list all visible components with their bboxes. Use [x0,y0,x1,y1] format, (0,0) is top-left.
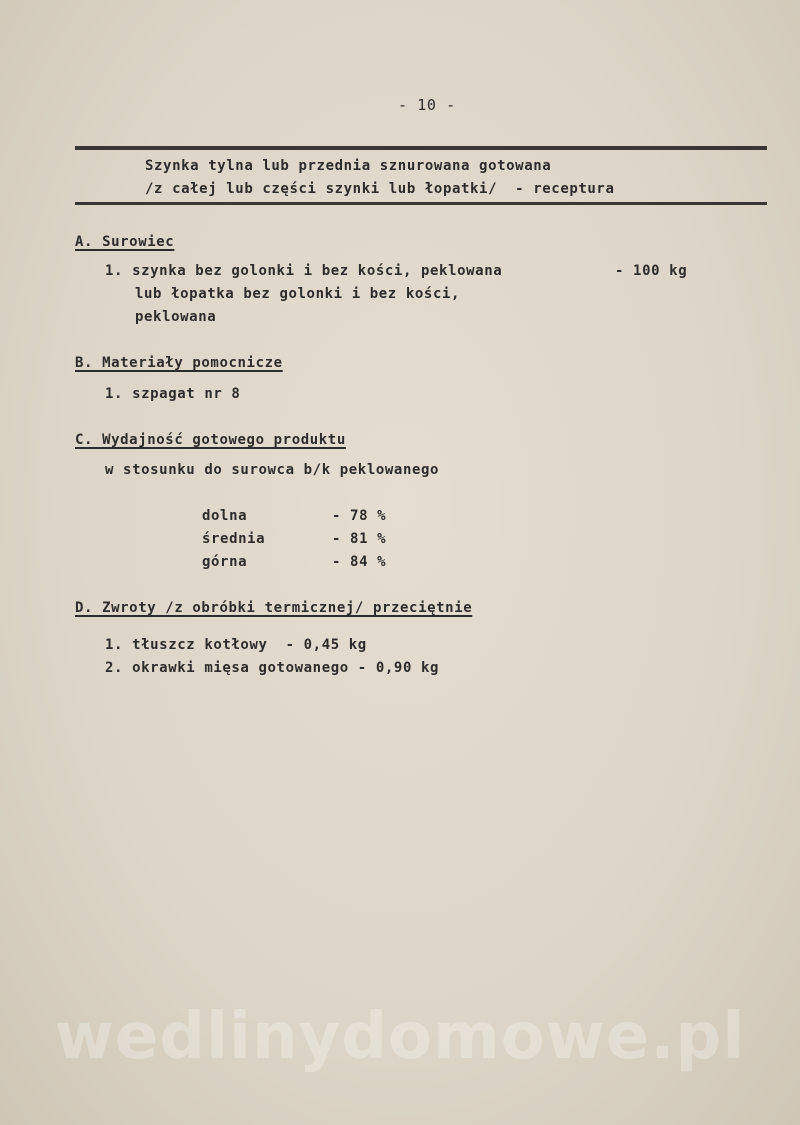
title-line-1: Szynka tylna lub przednia sznurowana gotowana [145,158,552,174]
yield-value-low: - 78 % [332,508,387,524]
page-number: - 10 - [398,96,456,114]
yield-value-mid: - 81 % [332,531,387,547]
yield-label-mid: średnia [202,531,266,547]
section-b-item-1: 1. szpagat nr 8 [105,386,241,402]
yield-label-high: górna [202,554,248,570]
title-bottom-rule [75,202,767,205]
section-d-item-1: 1. tłuszcz kotłowy - 0,45 kg [105,637,367,653]
yield-label-low: dolna [202,508,248,524]
section-a-item-1-line-3: peklowana [135,309,217,325]
section-a-item-1-line-1: 1. szynka bez golonki i bez kości, peklowana [105,263,503,279]
section-d-heading: D. Zwroty /z obróbki termicznej/ przeciętnie [75,600,473,616]
watermark-diagonal [120,500,629,1009]
section-a-item-1-line-2: lub łopatka bez golonki i bez kości, [135,286,461,302]
section-b-heading: B. Materiały pomocnicze [75,355,283,371]
title-top-rule [75,146,767,150]
section-a-heading: A. Surowiec [75,234,175,250]
yield-value-high: - 84 % [332,554,387,570]
section-c-intro: w stosunku do surowca b/k peklowanego [105,462,440,478]
section-a-item-1-amount: - 100 kg [615,263,688,279]
watermark-text: wedlinydomowe.pl [54,1000,746,1074]
section-c-heading: C. Wydajność gotowego produktu [75,432,346,448]
section-d-item-2: 2. okrawki mięsa gotowanego - 0,90 kg [105,660,440,676]
title-line-2: /z całej lub części szynki lub łopatki/ - receptura [145,181,615,197]
